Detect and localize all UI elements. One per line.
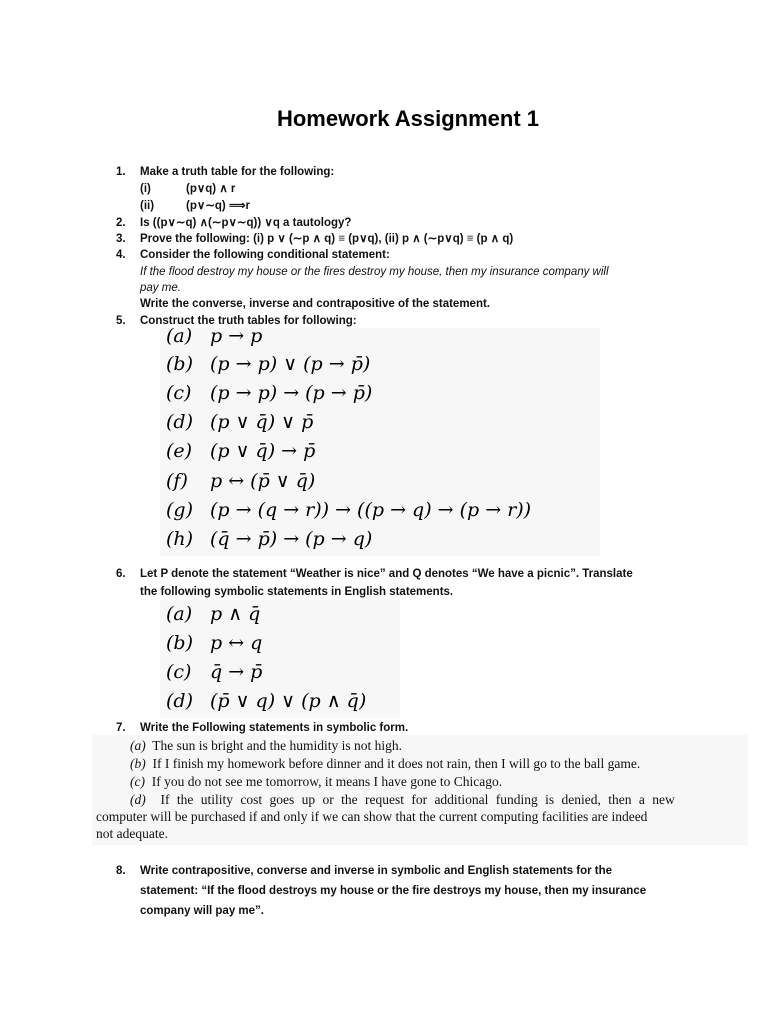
q4-quote-line-2: pay me. bbox=[140, 282, 181, 294]
q7-statement-a bbox=[130, 737, 402, 755]
q6-formula-scan bbox=[160, 600, 400, 718]
q4-instruction: Write the converse, inverse and contrapositive of the statement. bbox=[140, 298, 490, 310]
formula-label: (g) bbox=[166, 499, 193, 521]
statement-label: (c) bbox=[130, 774, 145, 789]
question-text: Is ((p∨∼q) ∧(∼p∨∼q)) ∨q a tautology? bbox=[140, 217, 352, 229]
statement-label: (a) bbox=[130, 738, 146, 753]
question-text: Let P denote the statement “Weather is nice” and Q denotes “We have a picnic”. Translate bbox=[140, 568, 633, 580]
q7-statement-scan bbox=[92, 735, 748, 845]
formula-expression: p ∧ q̄ bbox=[210, 603, 261, 625]
formula-expression: p → p bbox=[210, 325, 263, 347]
q6-formula-a bbox=[166, 600, 260, 629]
question-number: 5. bbox=[116, 315, 126, 327]
question-text: Consider the following conditional statement: bbox=[140, 249, 390, 261]
statement-text: The sun is bright and the humidity is not high. bbox=[152, 738, 403, 753]
question-text: Write the Following statements in symbolic form. bbox=[140, 722, 409, 734]
formula-label: (d) bbox=[166, 690, 193, 712]
formula-expression: (p → p) ∨ (p → p̄) bbox=[210, 353, 371, 375]
q5-formula-f bbox=[166, 467, 315, 496]
q7-statement-d-line-3: not adequate. bbox=[96, 826, 168, 841]
q6-formula-c bbox=[166, 658, 262, 687]
q8-line-2: statement: “If the flood destroys my house or the fire destroys my house, then my insurance bbox=[140, 885, 647, 897]
q7-statement-b bbox=[130, 755, 640, 773]
q5-formula-b bbox=[166, 350, 370, 379]
question-text: Construct the truth tables for following: bbox=[140, 315, 357, 327]
q6-formula-d bbox=[166, 687, 366, 716]
formula-label: (a) bbox=[166, 325, 193, 347]
statement-label: (d) bbox=[130, 792, 146, 807]
item-label: (i) bbox=[140, 183, 151, 195]
formula-expression: (p̄ ∨ q) ∨ (p ∧ q̄) bbox=[210, 690, 367, 712]
question-number: 4. bbox=[116, 249, 126, 261]
statement-text: If you do not see me tomorrow, it means I have gone to Chicago. bbox=[151, 774, 503, 789]
formula-label: (e) bbox=[166, 440, 193, 462]
formula-label: (h) bbox=[166, 528, 194, 550]
formula-expression: p ↔ q bbox=[210, 632, 263, 654]
q1-item-i bbox=[140, 181, 235, 198]
question-number: 7. bbox=[116, 722, 126, 734]
formula-label: (f) bbox=[166, 470, 188, 492]
formula-label: (c) bbox=[166, 661, 192, 683]
question-text: Make a truth table for the following: bbox=[140, 166, 335, 178]
question-text: Write contrapositive, converse and inverse in symbolic and English statements for the bbox=[140, 865, 613, 877]
formula-expression: (p ∨ q̄) → p̄ bbox=[210, 440, 316, 462]
item-expression: (p∨q) ∧ r bbox=[186, 183, 236, 195]
formula-expression: (p ∨ q̄) ∨ p̄ bbox=[210, 411, 314, 433]
statement-label: (b) bbox=[130, 756, 146, 771]
q5-formula-d bbox=[166, 408, 313, 437]
q5-formula-h bbox=[166, 525, 372, 554]
formula-label: (b) bbox=[166, 353, 193, 375]
formula-label: (a) bbox=[166, 603, 193, 625]
item-expression: (p∨∼q) ⟹r bbox=[186, 200, 250, 212]
q6-formula-b bbox=[166, 629, 262, 658]
formula-expression: (p → p) → (p → p̄) bbox=[210, 382, 373, 404]
formula-label: (d) bbox=[166, 411, 193, 433]
page-title: Homework Assignment 1 bbox=[276, 106, 540, 131]
formula-expression: p ↔ (p̄ ∨ q̄) bbox=[210, 470, 316, 492]
q5-formula-g bbox=[166, 496, 531, 525]
formula-expression: (q̄ → p̄) → (p → q) bbox=[210, 528, 373, 550]
q5-formula-c bbox=[166, 379, 372, 408]
q8-line-3: company will pay me”. bbox=[140, 905, 264, 917]
question-number: 8. bbox=[116, 865, 126, 877]
formula-label: (b) bbox=[166, 632, 193, 654]
question-number: 1. bbox=[116, 166, 126, 178]
q5-formula-a bbox=[166, 322, 262, 351]
formula-expression: (p → (q → r)) → ((p → q) → (p → r)) bbox=[210, 499, 532, 521]
q7-statement-d-line-2: computer will be purchased if and only if we can show that the current computing facilities are indeed bbox=[96, 809, 648, 824]
question-number: 2. bbox=[116, 217, 126, 229]
question-text: Prove the following: (i) p ∨ (∼p ∧ q) ≡ (p∨q), (ii) p ∧ (∼p∨q) ≡ (p ∧ q) bbox=[140, 233, 514, 245]
question-number: 6. bbox=[116, 568, 126, 580]
formula-expression: q̄ → p̄ bbox=[210, 661, 263, 683]
q4-quote-line-1: If the flood destroy my house or the fires destroy my house, then my insurance company will bbox=[140, 266, 609, 278]
item-label: (ii) bbox=[140, 200, 155, 212]
q7-statement-d bbox=[130, 791, 675, 809]
q5-formula-e bbox=[166, 437, 315, 466]
q7-statement-c bbox=[130, 773, 502, 791]
q5-formula-scan bbox=[160, 325, 600, 556]
question-number: 3. bbox=[116, 233, 126, 245]
q1-item-ii bbox=[140, 198, 250, 215]
statement-text: If I finish my homework before dinner and it does not rain, then I will go to the ball game. bbox=[152, 756, 641, 771]
formula-label: (c) bbox=[166, 382, 192, 404]
statement-text: If the utility cost goes up or the request for additional funding is denied, then a new bbox=[160, 792, 675, 807]
q6-text-line-2: the following symbolic statements in English statements. bbox=[140, 586, 454, 598]
